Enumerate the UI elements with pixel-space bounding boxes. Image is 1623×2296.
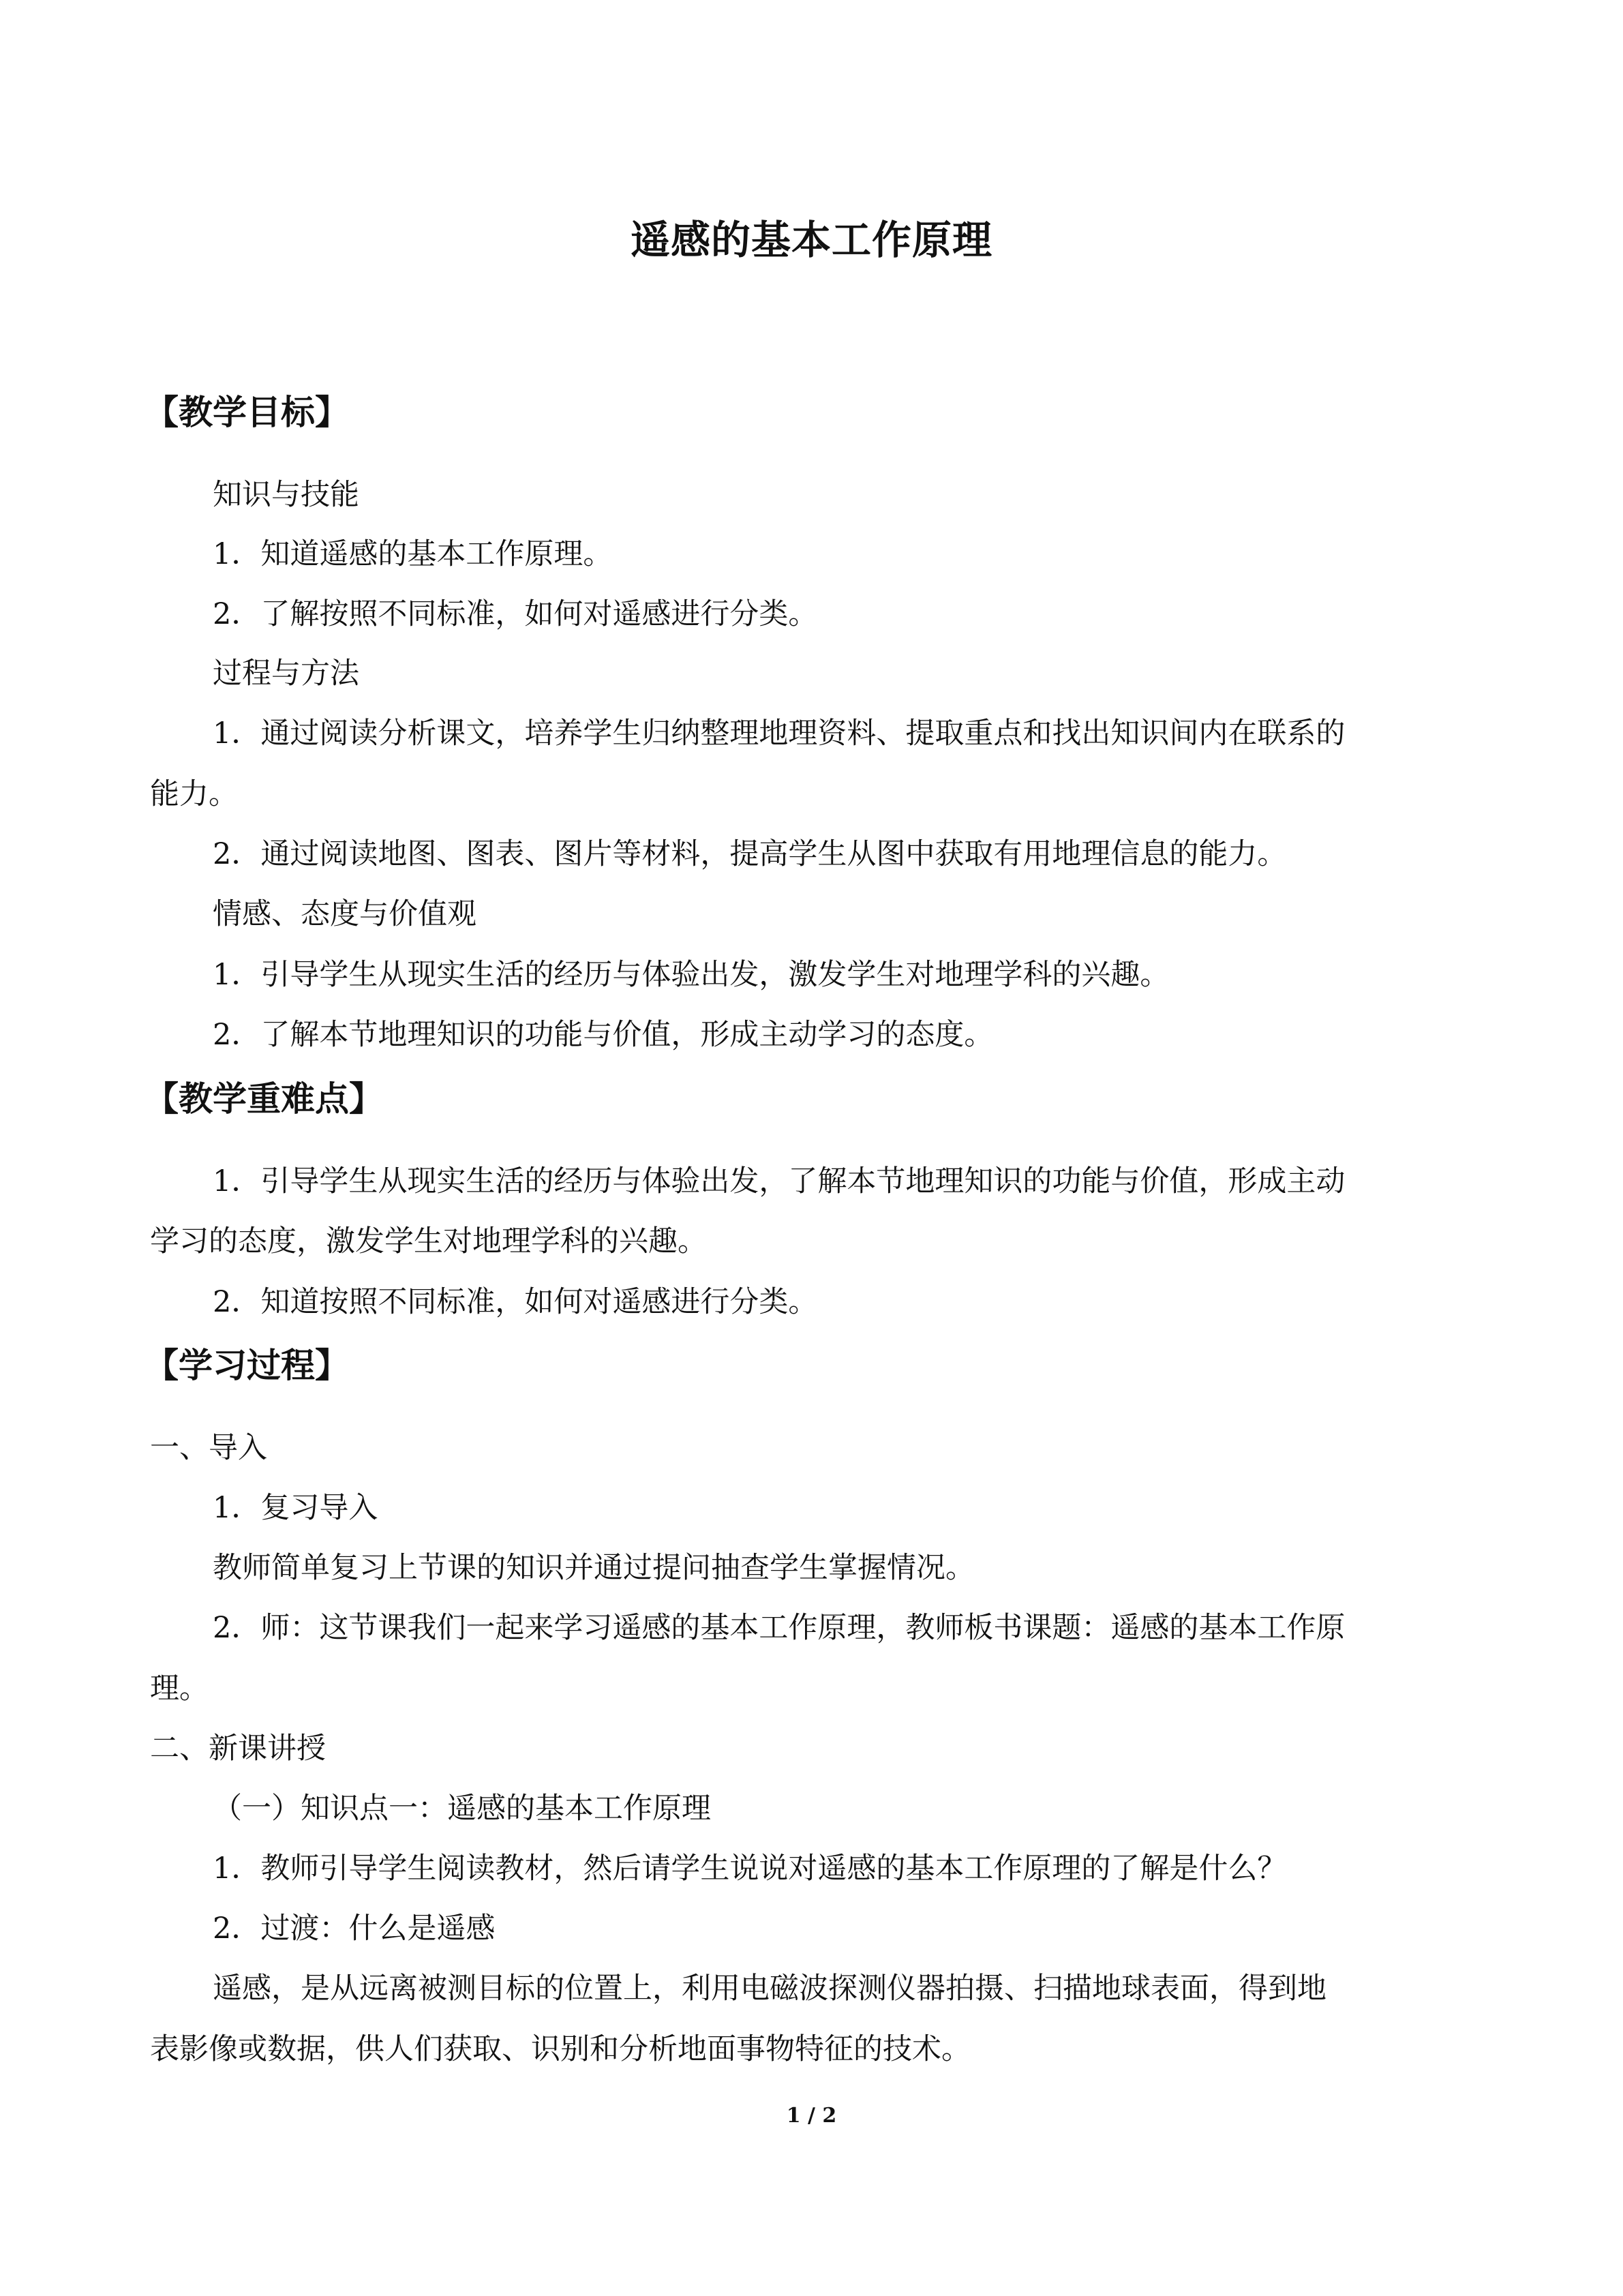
page-number: 1 / 2 <box>786 2104 837 2128</box>
transition-text: 2．过渡：什么是遥感 <box>213 1912 496 1946</box>
emotion-item-1: 1．引导学生从现实生活的经历与体验出发，激发学生对地理学科的兴趣。 <box>213 958 1170 992</box>
definition-line1: 遥感，是从远离被测目标的位置上，利用电磁波探测仪器拍摄、扫描地球表面，得到地 <box>213 1972 1326 2006</box>
knowledge-item-2: 2．了解按照不同标准，如何对遥感进行分类。 <box>213 597 818 631</box>
review-intro: 1．复习导入 <box>213 1491 378 1525</box>
label-emotion-values: 情感、态度与价值观 <box>213 897 476 931</box>
definition-line2: 表影像或数据，供人们获取、识别和分析地面事物特征的技术。 <box>150 2032 971 2066</box>
process-part-2: 二、新课讲授 <box>150 1732 326 1766</box>
review-text: 教师简单复习上节课的知识并通过提问抽查学生掌握情况。 <box>213 1551 975 1585</box>
knowledge-point-1: （一）知识点一：遥感的基本工作原理 <box>213 1792 711 1826</box>
teacher-text-line1: 2．师：这节课我们一起来学习遥感的基本工作原理，教师板书课题：遥感的基本工作原 <box>213 1611 1346 1645</box>
label-knowledge-skills: 知识与技能 <box>213 478 359 512</box>
heading-teaching-goals: 【教学目标】 <box>145 393 349 432</box>
guide-text: 1．教师引导学生阅读教材，然后请学生说说对遥感的基本工作原理的了解是什么？ <box>213 1852 1287 1886</box>
label-process-method: 过程与方法 <box>213 656 359 691</box>
page-title: 遥感的基本工作原理 <box>630 217 992 263</box>
difficulty-item-1-line1: 1．引导学生从现实生活的经历与体验出发，了解本节地理知识的功能与价值，形成主动 <box>213 1164 1346 1198</box>
difficulty-item-1-line2: 学习的态度，激发学生对地理学科的兴趣。 <box>150 1224 707 1258</box>
teacher-text-line2: 理。 <box>150 1672 209 1706</box>
difficulty-item-2: 2．知道按照不同标准，如何对遥感进行分类。 <box>213 1285 818 1319</box>
knowledge-item-1: 1．知道遥感的基本工作原理。 <box>213 537 613 571</box>
emotion-item-2: 2．了解本节地理知识的功能与价值，形成主动学习的态度。 <box>213 1018 994 1052</box>
heading-learning-process: 【学习过程】 <box>145 1346 349 1385</box>
process-part-1: 一、导入 <box>150 1431 267 1465</box>
process-item-1-line2: 能力。 <box>150 777 238 811</box>
process-item-1-line1: 1．通过阅读分析课文，培养学生归纳整理地理资料、提取重点和找出知识间内在联系的 <box>213 716 1346 751</box>
process-item-2: 2．通过阅读地图、图表、图片等材料，提高学生从图中获取有用地理信息的能力。 <box>213 837 1287 871</box>
heading-key-difficulties: 【教学重难点】 <box>145 1079 383 1119</box>
